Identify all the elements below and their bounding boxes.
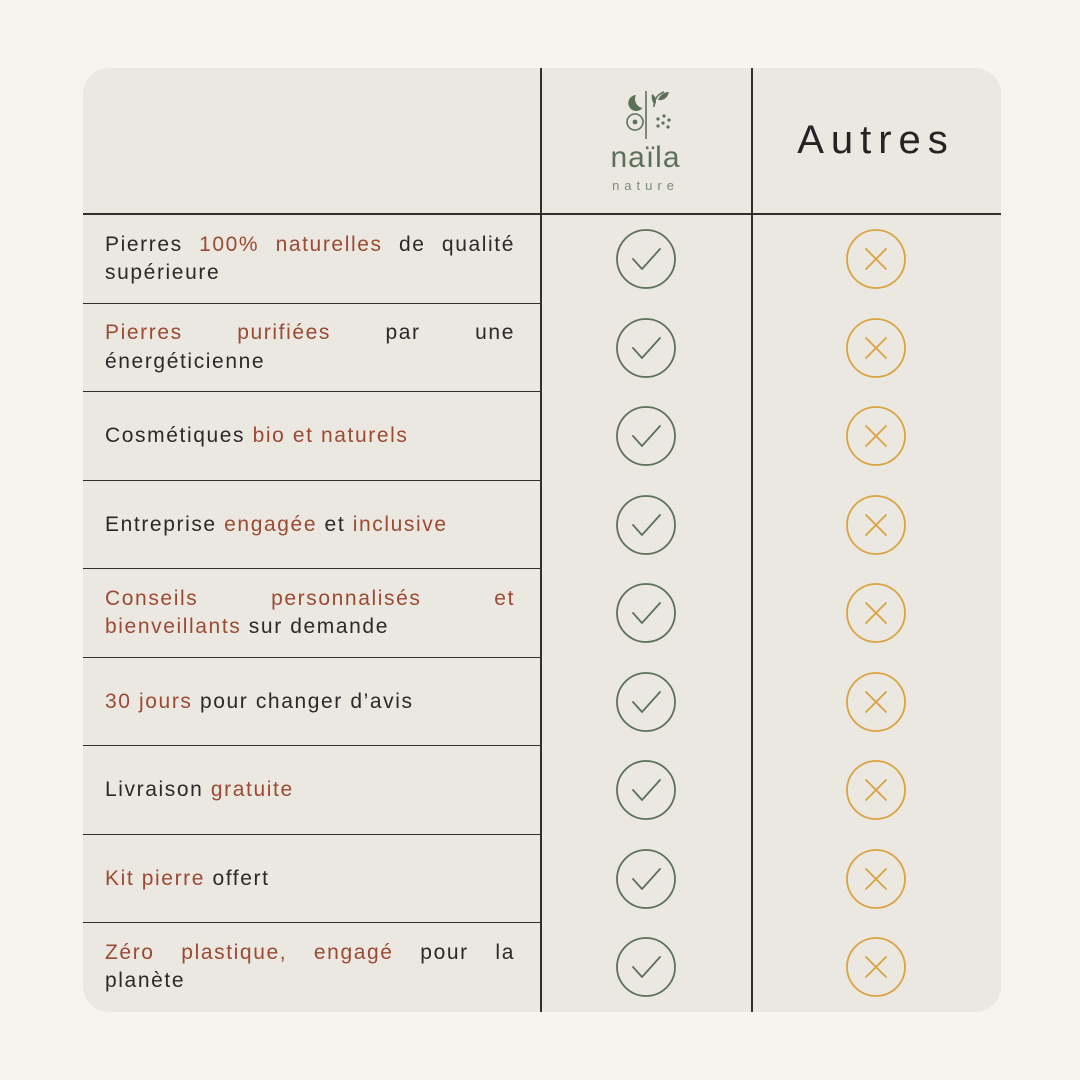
- table-row: [83, 481, 1001, 570]
- cross-circle-icon: [751, 481, 1001, 570]
- table-row: [83, 569, 1001, 658]
- feature-text-plain: par une énergéticienne: [105, 321, 515, 373]
- feature-text-highlight: 30 jours: [105, 689, 193, 713]
- cross-circle-icon: [751, 923, 1001, 1012]
- feature-text-highlight: Kit pierre: [105, 866, 206, 890]
- feature-text-plain: de qualité supérieure: [105, 232, 515, 285]
- cross-circle-icon: [751, 569, 1001, 658]
- table-header-row: [83, 68, 1001, 213]
- table-row: [83, 923, 1001, 1012]
- check-circle-icon: [540, 304, 751, 393]
- feature-text-plain: sur demande: [241, 615, 389, 639]
- feature-text-plain: offert: [205, 866, 270, 890]
- feature-text-plain: pour changer d’avis: [192, 689, 414, 713]
- check-circle-icon: [540, 481, 751, 570]
- feature-text-highlight: gratuite: [210, 778, 294, 802]
- check-circle-icon: [540, 569, 751, 658]
- feature-label: [105, 835, 515, 924]
- check-circle-icon: [540, 392, 751, 481]
- cross-circle-icon: [751, 215, 1001, 304]
- cross-circle-icon: [751, 658, 1001, 747]
- feature-text-highlight: Pierres purifiées: [105, 321, 331, 345]
- check-circle-icon: [540, 923, 751, 1012]
- feature-label: [105, 392, 515, 481]
- table-row: [83, 392, 1001, 481]
- brand-column-header: [540, 68, 751, 213]
- cross-circle-icon: [751, 392, 1001, 481]
- feature-text-plain: pour la planète: [105, 940, 515, 993]
- feature-label: [105, 481, 515, 570]
- feature-text-highlight: 100% naturelles: [199, 232, 383, 256]
- check-circle-icon: [540, 746, 751, 835]
- comparison-table: [83, 68, 1001, 1012]
- feature-text-plain: Cosmétiques: [105, 424, 253, 448]
- feature-label: [105, 923, 515, 1012]
- feature-label: [105, 569, 515, 658]
- cross-circle-icon: [751, 746, 1001, 835]
- others-column-header: [751, 68, 1001, 213]
- others-label: Autres: [797, 118, 955, 162]
- feature-text-plain: et: [317, 512, 353, 536]
- feature-text-highlight: Zéro plastique, engagé: [105, 940, 394, 964]
- check-circle-icon: [540, 835, 751, 924]
- check-circle-icon: [540, 215, 751, 304]
- feature-text-highlight: Conseils personnalisés et bienveillants: [105, 586, 515, 639]
- feature-text-highlight: bio et naturels: [252, 424, 409, 448]
- check-circle-icon: [540, 658, 751, 747]
- feature-label: [105, 304, 515, 393]
- brand-name: naïla: [610, 140, 681, 174]
- naila-leaf-moon-logo-icon: [606, 89, 686, 141]
- feature-label: [105, 746, 515, 835]
- feature-text-plain: Entreprise: [105, 512, 225, 536]
- brand-tagline: nature: [612, 177, 679, 193]
- table-row: [83, 835, 1001, 924]
- table-row: [83, 215, 1001, 304]
- table-row: [83, 658, 1001, 747]
- feature-text-plain: Livraison: [105, 778, 211, 802]
- comparison-rows: [83, 215, 1001, 1012]
- feature-text-highlight: engagée: [224, 512, 318, 536]
- feature-text-highlight: inclusive: [352, 512, 448, 536]
- cross-circle-icon: [751, 304, 1001, 393]
- table-row: [83, 746, 1001, 835]
- feature-label: [105, 658, 515, 747]
- cross-circle-icon: [751, 835, 1001, 924]
- table-row: [83, 304, 1001, 393]
- feature-text-plain: Pierres: [105, 232, 200, 256]
- feature-label: [105, 215, 515, 304]
